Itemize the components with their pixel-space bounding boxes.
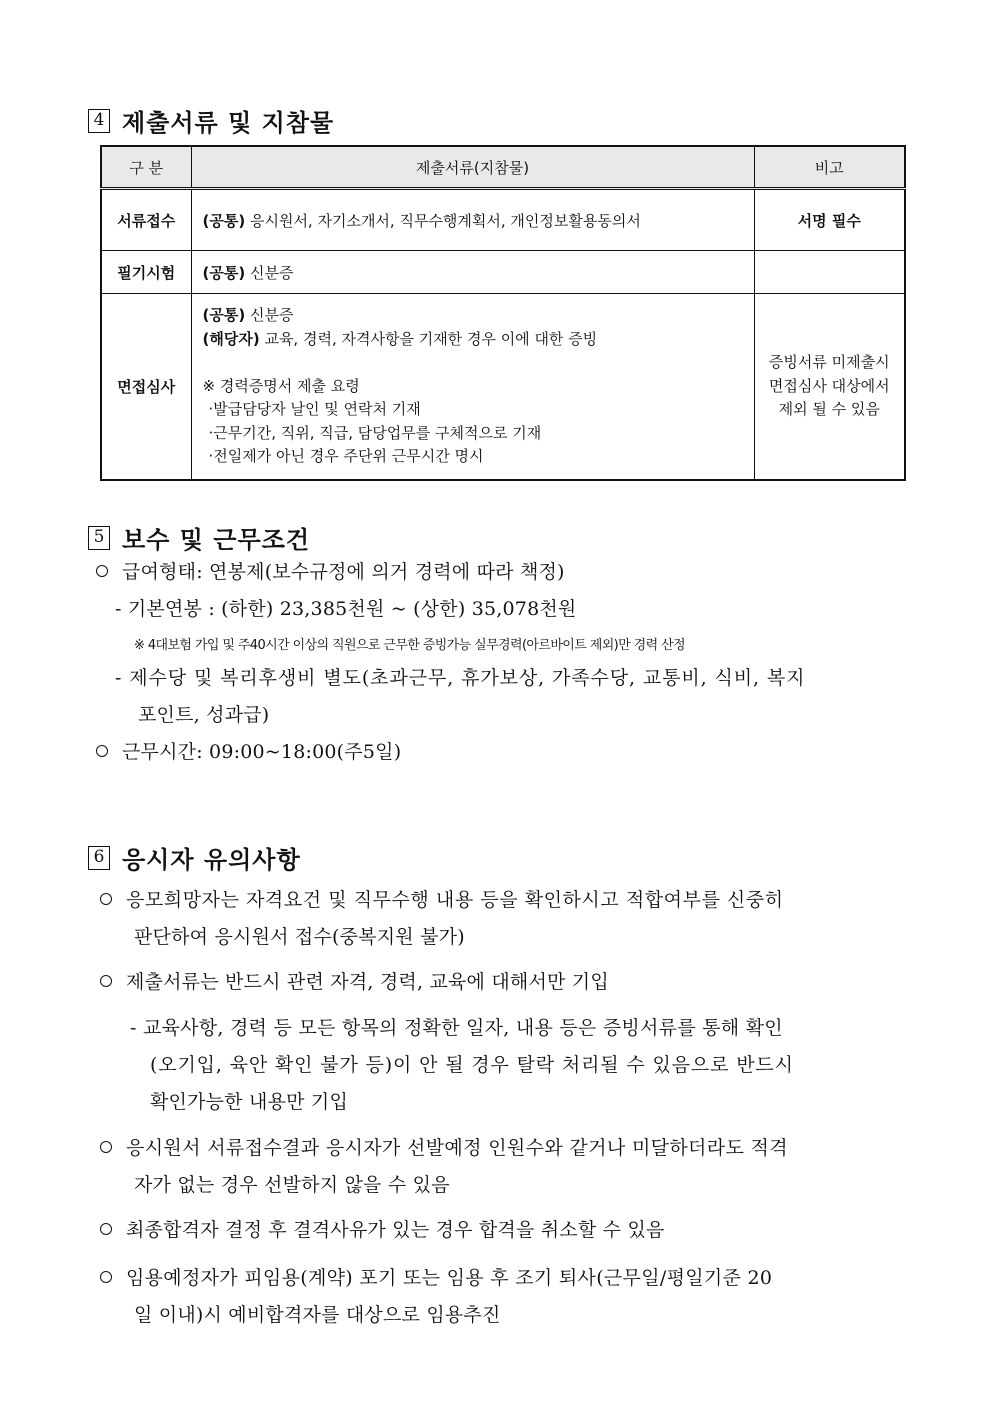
bullet-circle-icon [96,565,108,577]
bullet-circle-icon [100,975,112,987]
doc-line [203,351,753,375]
allowance-line-cont: 포인트, 성과급) [138,704,270,726]
bullet-circle-icon [96,745,108,757]
documents-table [100,145,906,481]
section-5-heading [88,520,310,555]
common-label: (공통) [202,211,246,230]
table-row [101,189,905,251]
row-category: 필기시험 [101,251,191,294]
header-category: 구 분 [101,146,191,189]
section-4-heading [88,103,334,138]
table-row [101,294,905,480]
documents-text: 응시원서, 자기소개서, 직무수행계획서, 개인정보활용동의서 [245,211,641,230]
table-row [101,251,905,294]
row-documents [191,251,754,294]
notice-item: 제출서류는 반드시 관련 자격, 경력, 교육에 대해서만 기입 [100,967,609,994]
salary-type-line: 급여형태: 연봉제(보수규정에 의거 경력에 따라 책정) [96,557,565,584]
row-remark: 증빙서류 미제출시 면접심사 대상에서 제외 될 수 있음 [754,294,905,480]
notice-item: 임용예정자가 피임용(계약) 포기 또는 임용 후 조기 퇴사(근무일/평일기준 20 [100,1263,772,1290]
row-remark [754,251,905,294]
doc-line: ·발급담당자 날인 및 연락처 기재 [208,400,421,418]
notice-item: 최종합격자 결정 후 결격사유가 있는 경우 합격을 취소할 수 있음 [100,1215,665,1242]
base-salary-line: - 기본연봉 : (하한) 23,385천원 ~ (상한) 35,078천원 [115,598,577,620]
row-documents [191,294,754,480]
career-note: ※ 4대보험 가입 및 주40시간 이상의 직원으로 근무한 증빙가능 실무경력(아르바이트 제외)만 경력 산정 [134,638,686,653]
section-5-number: 5 [88,526,110,550]
section-6-title: 응시자 유의사항 [122,846,301,874]
common-label: (공통) [202,263,246,282]
header-documents: 제출서류(지참물) [191,146,754,189]
section-6-heading [88,840,301,875]
row-remark: 서명 필수 [754,189,905,251]
notice-item: 응모희망자는 자격요건 및 직무수행 내용 등을 확인하시고 적합여부를 신중히 [100,885,784,912]
documents-text: 신분증 [245,263,294,282]
working-hours-line: 근무시간: 09:00~18:00(주5일) [96,737,401,764]
notice-item-cont: 판단하여 응시원서 접수(중복지원 불가) [134,926,465,948]
bullet-circle-icon [100,1271,112,1283]
bullet-circle-icon [100,893,112,905]
notice-item-cont: 일 이내)시 예비합격자를 대상으로 임용추진 [134,1304,501,1326]
notice-subitem-cont: (오기입, 육안 확인 불가 등)이 안 될 경우 탈락 처리될 수 있음으로 반드시 [150,1054,794,1076]
notice-item: 응시원서 서류접수결과 응시자가 선발예정 인원수와 같거나 미달하더라도 적격 [100,1133,788,1160]
table-header-row [101,146,905,189]
doc-line: (해당자) 교육, 경력, 자격사항을 기재한 경우 이에 대한 증빙 [202,329,598,348]
row-category: 서류접수 [101,189,191,251]
bullet-circle-icon [100,1141,112,1153]
section-4-number: 4 [88,109,110,133]
allowance-line: - 제수당 및 복리후생비 별도(초과근무, 휴가보상, 가족수당, 교통비, 식비, 복지 [115,667,806,689]
notice-item-cont: 자가 없는 경우 선발하지 않을 수 있음 [134,1174,450,1196]
row-category: 면접심사 [101,294,191,480]
notice-subitem-cont: 확인가능한 내용만 기입 [150,1091,349,1113]
section-6-number: 6 [88,846,110,870]
bullet-circle-icon [100,1223,112,1235]
header-remark: 비고 [754,146,905,189]
doc-line: ·근무기간, 직위, 직급, 담당업무를 구체적으로 기재 [208,423,542,442]
doc-line: ※ 경력증명서 제출 요령 [202,376,360,395]
row-documents [191,189,754,251]
doc-line: ·전일제가 아닌 경우 주단위 근무시간 명시 [208,447,484,465]
notice-subitem: - 교육사항, 경력 등 모든 항목의 정확한 일자, 내용 등은 증빙서류를 통해 확인 [130,1017,783,1039]
section-4-title: 제출서류 및 지참물 [122,109,335,137]
section-5-title: 보수 및 근무조건 [122,526,310,554]
doc-line: (공통) 신분증 [202,306,294,324]
